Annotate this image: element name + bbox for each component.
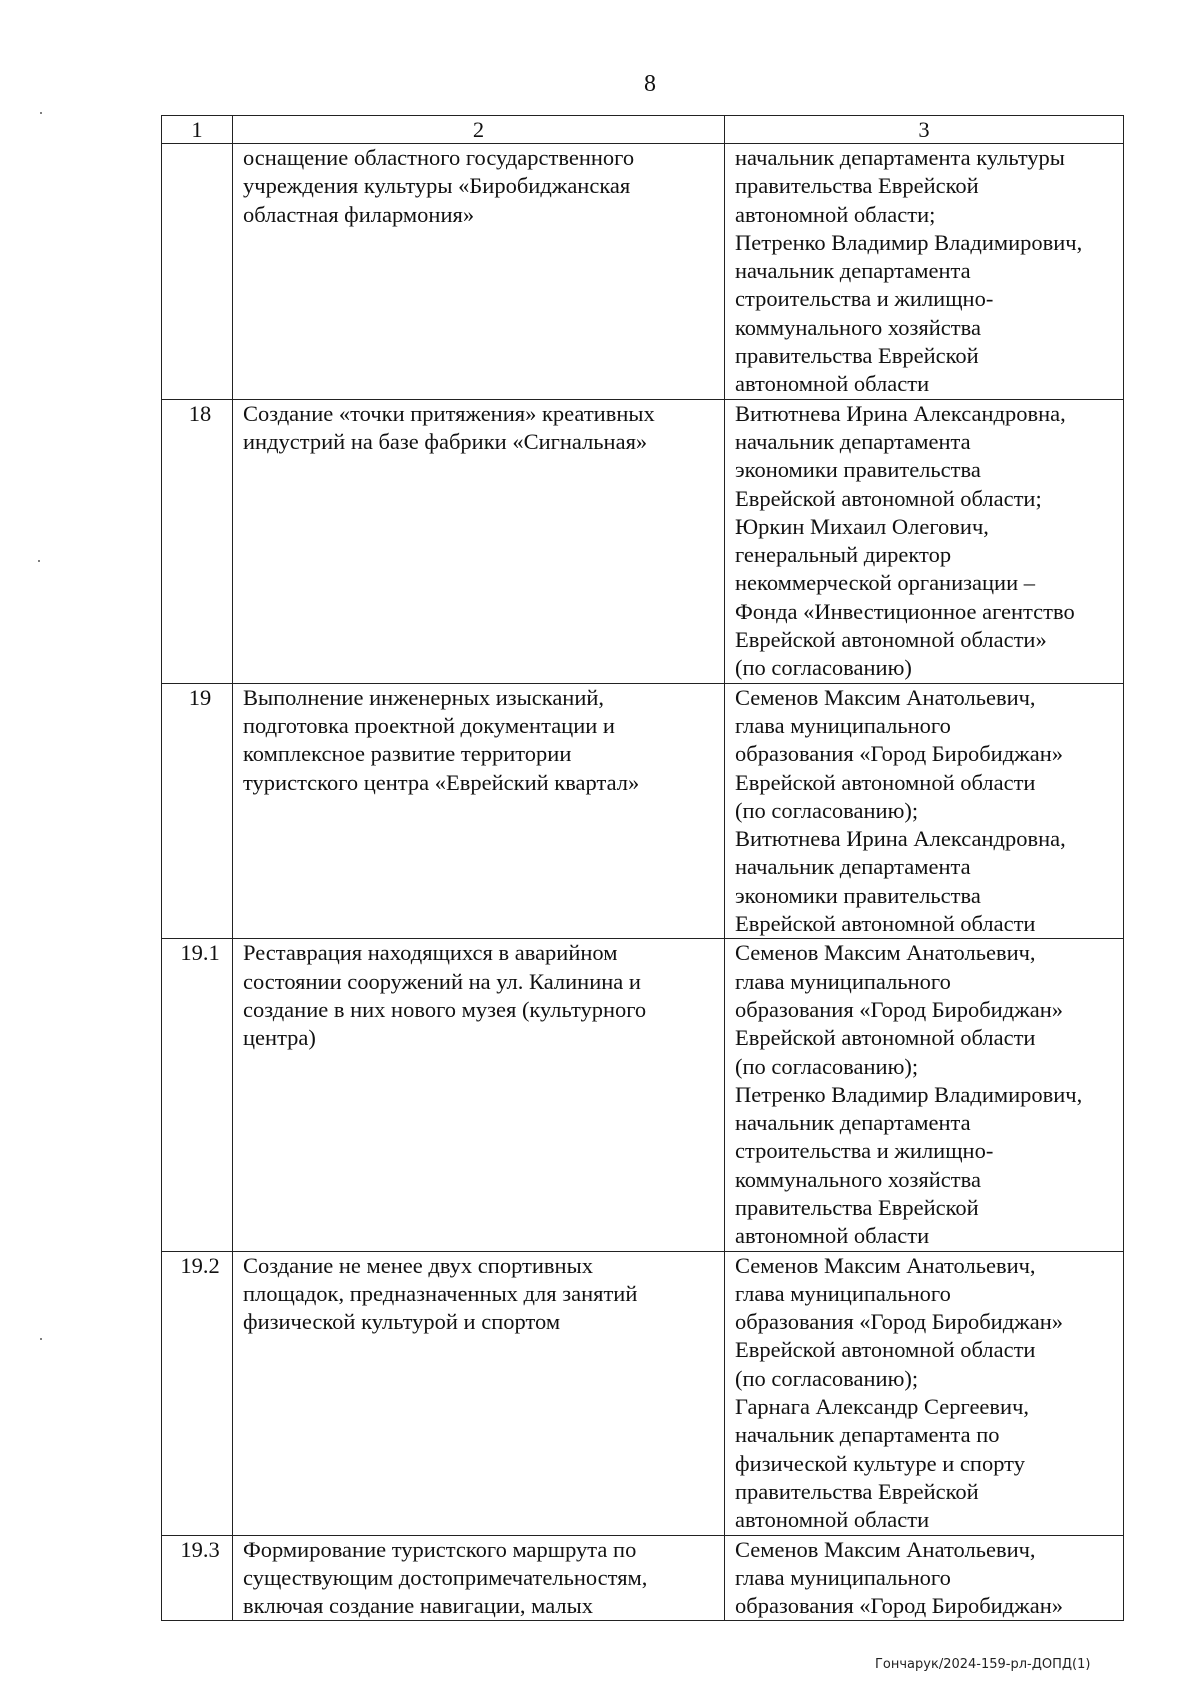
column-header-description: 2 (233, 116, 725, 144)
table-header-row (162, 116, 1124, 144)
column-header-number: 1 (162, 116, 233, 144)
item-number (162, 144, 233, 400)
responsible-line: автономной области (735, 1223, 930, 1249)
responsible-line: образования «Город Биробиджан» (735, 1593, 1063, 1619)
responsible-line: Гарнага Александр Сергеевич, (735, 1394, 1030, 1420)
description-line: существующим достопримечательностям, (243, 1564, 648, 1590)
responsible-line: Семенов Максим Анатольевич, (735, 1536, 1036, 1562)
description-line: Реставрация находящихся в аварийном (243, 940, 618, 966)
responsible-line: коммунального хозяйства (735, 314, 981, 340)
description-line: индустрий на базе фабрики «Сигнальная» (243, 428, 648, 454)
description-line: Выполнение инженерных изысканий, (243, 684, 605, 710)
responsible-line: правительства Еврейской (735, 173, 979, 199)
scan-speck (40, 112, 42, 114)
item-number: 19.1 (162, 939, 233, 1251)
responsible-line: Еврейской автономной области (735, 1025, 1036, 1051)
responsible-line: глава муниципального (735, 1564, 951, 1590)
scan-speck (40, 1338, 42, 1340)
responsible-line: образования «Город Биробиджан» (735, 1309, 1063, 1335)
table-row (162, 399, 1124, 683)
responsible-line: некоммерческой организации – (735, 570, 1036, 596)
responsible-line: начальник департамента (735, 428, 971, 454)
responsible-line: автономной области; (735, 201, 936, 227)
responsible-line: экономики правительства (735, 457, 981, 483)
responsible-line: Еврейской автономной области» (735, 627, 1047, 653)
description-line: состоянии сооружений на ул. Калинина и (243, 968, 641, 994)
item-description (233, 144, 725, 400)
responsible-line: начальник департамента культуры (735, 145, 1065, 170)
responsible-line: Петренко Владимир Владимирович, (735, 229, 1083, 255)
responsible-line: автономной области (735, 371, 930, 397)
responsible-line: (по согласованию); (735, 1053, 919, 1079)
responsible-line: (по согласованию); (735, 797, 919, 823)
item-description (233, 939, 725, 1251)
responsibility-table (161, 115, 1124, 1621)
responsible-line: Юркин Михаил Олегович, (735, 513, 989, 539)
item-number: 19.2 (162, 1251, 233, 1535)
item-description (233, 399, 725, 683)
table-row (162, 939, 1124, 1251)
description-line: центра) (243, 1025, 316, 1051)
responsible-line: правительства Еврейской (735, 343, 979, 369)
description-line: Создание «точки притяжения» креативных (243, 400, 655, 426)
responsible-line: экономики правительства (735, 882, 981, 908)
description-line: создание в них нового музея (культурного (243, 996, 647, 1022)
responsible-line: Семенов Максим Анатольевич, (735, 684, 1036, 710)
responsible-line: образования «Город Биробиджан» (735, 741, 1063, 767)
item-responsible (725, 939, 1124, 1251)
description-line: физической культурой и спортом (243, 1309, 561, 1335)
responsible-line: глава муниципального (735, 712, 951, 738)
responsible-line: образования «Город Биробиджан» (735, 996, 1063, 1022)
responsible-line: Семенов Максим Анатольевич, (735, 1252, 1036, 1278)
responsible-line: начальник департамента (735, 258, 971, 284)
table-row (162, 144, 1124, 400)
item-number: 19 (162, 683, 233, 939)
page-number: 8 (644, 71, 656, 97)
item-responsible (725, 683, 1124, 939)
description-line: учреждения культуры «Биробиджанская (243, 173, 631, 199)
responsible-line: коммунального хозяйства (735, 1166, 981, 1192)
responsible-line: Петренко Владимир Владимирович, (735, 1081, 1083, 1107)
responsible-line: генеральный директор (735, 542, 952, 568)
responsible-line: (по согласованию); (735, 1365, 919, 1391)
responsible-line: правительства Еврейской (735, 1194, 979, 1220)
responsible-line: строительства и жилищно- (735, 1138, 994, 1164)
responsible-line: Еврейской автономной области (735, 911, 1036, 937)
responsible-line: Еврейской автономной области (735, 1337, 1036, 1363)
description-line: включая создание навигации, малых (243, 1593, 594, 1619)
item-responsible (725, 144, 1124, 400)
responsible-line: Витютнева Ирина Александровна, (735, 400, 1066, 426)
item-description (233, 1251, 725, 1535)
responsible-line: строительства и жилищно- (735, 286, 994, 312)
table-body (162, 144, 1124, 1621)
table-row (162, 1251, 1124, 1535)
responsible-line: начальник департамента (735, 1110, 971, 1136)
responsible-line: глава муниципального (735, 968, 951, 994)
responsible-line: Еврейской автономной области; (735, 485, 1042, 511)
description-line: оснащение областного государственного (243, 145, 635, 170)
item-number: 18 (162, 399, 233, 683)
column-header-responsible: 3 (725, 116, 1124, 144)
description-line: Создание не менее двух спортивных (243, 1252, 593, 1278)
responsible-line: автономной области (735, 1507, 930, 1533)
item-responsible (725, 399, 1124, 683)
table-row (162, 1535, 1124, 1621)
responsible-line: (по согласованию) (735, 655, 912, 681)
item-description (233, 1535, 725, 1621)
item-number: 19.3 (162, 1535, 233, 1621)
description-line: областная филармония» (243, 201, 475, 227)
item-responsible (725, 1251, 1124, 1535)
responsible-line: физической культуре и спорту (735, 1450, 1025, 1476)
scan-speck (38, 560, 40, 562)
description-line: подготовка проектной документации и (243, 712, 615, 738)
description-line: площадок, предназначенных для занятий (243, 1280, 638, 1306)
responsible-line: начальник департамента по (735, 1422, 1000, 1448)
responsible-line: правительства Еврейской (735, 1478, 979, 1504)
description-line: туристского центра «Еврейский квартал» (243, 769, 640, 795)
responsible-line: Фонда «Инвестиционное агентство (735, 598, 1075, 624)
responsible-line: Витютнева Ирина Александровна, (735, 826, 1066, 852)
document-footer-code: Гончарук/2024-159-рл-ДОПД(1) (875, 1657, 1091, 1672)
description-line: комплексное развитие территории (243, 741, 572, 767)
responsible-line: Семенов Максим Анатольевич, (735, 940, 1036, 966)
item-description (233, 683, 725, 939)
table-row (162, 683, 1124, 939)
responsible-line: глава муниципального (735, 1280, 951, 1306)
item-responsible (725, 1535, 1124, 1621)
description-line: Формирование туристского маршрута по (243, 1536, 637, 1562)
responsible-line: начальник департамента (735, 854, 971, 880)
responsible-line: Еврейской автономной области (735, 769, 1036, 795)
